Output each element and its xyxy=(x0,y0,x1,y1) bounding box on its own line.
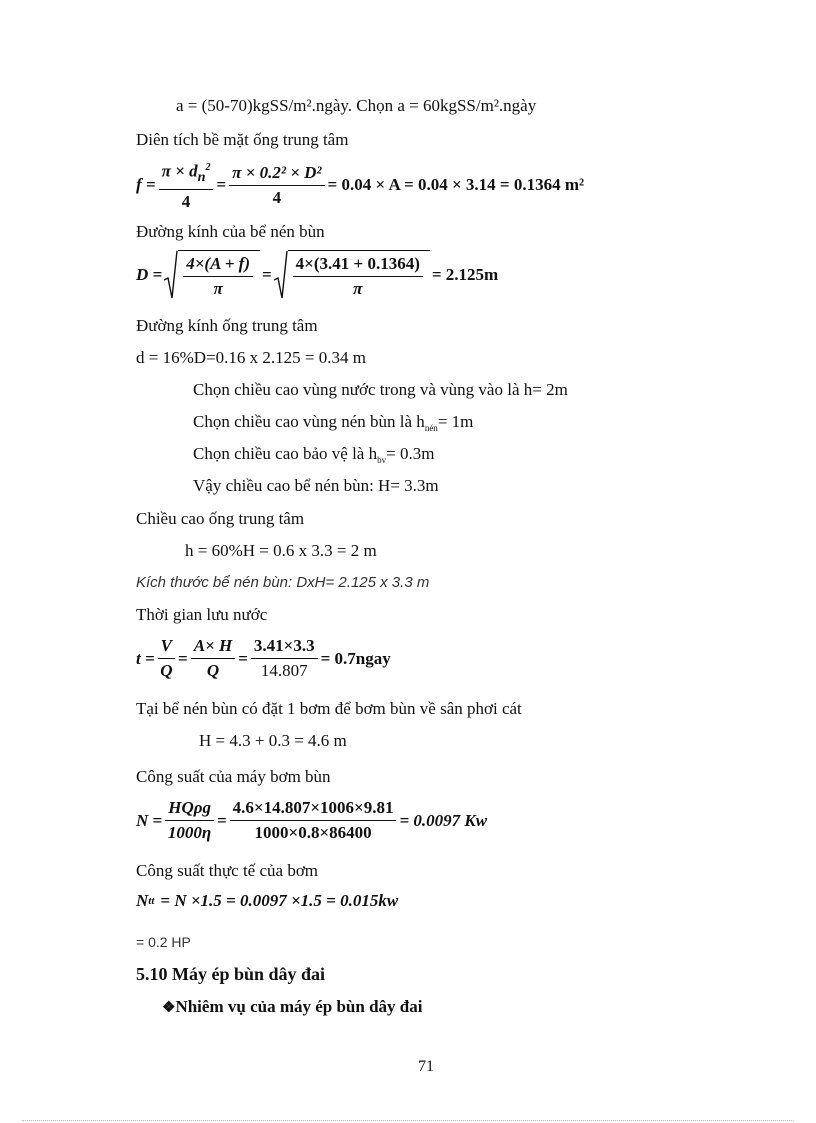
text-h-calc: h = 60%H = 0.6 x 3.3 = 2 m xyxy=(185,541,377,560)
chon-hbv-sub: bv xyxy=(377,455,387,465)
eq-f-rest: = 0.04 × A = 0.04 × 3.14 = 0.1364 m² xyxy=(327,175,585,195)
section-heading: 5.10 Máy ép bùn dây đai xyxy=(136,964,326,984)
eq-t-f2-num: A× H xyxy=(191,636,236,659)
eq-N-f2-num: 4.6×14.807×1006×9.81 xyxy=(230,798,397,821)
text-vay-chieu-cao: Vậy chiều cao bể nén bùn: H= 3.3m xyxy=(193,476,439,495)
eq-N-lhs: N = xyxy=(136,810,163,830)
text-kich-thuoc: Kích thước bể nén bùn: DxH= 2.125 x 3.3 m xyxy=(136,574,430,591)
eq-t-f2-den: Q xyxy=(206,661,220,680)
eq-f-f1-sub: n xyxy=(197,169,206,186)
heading-cong-suat-thuc: Công suất thực tế của bơm xyxy=(136,861,319,880)
eq-D-lhs: D = xyxy=(136,265,163,284)
equation-D xyxy=(136,250,498,300)
eq-N-f1-den: 1000η xyxy=(167,823,212,842)
text-tai-be: Tại bể nén bùn có đặt 1 bơm để bơm bùn về sân phơi cát xyxy=(136,699,522,718)
eq-D-r1-num: 4×(A + f) xyxy=(183,254,253,277)
bullet-heading xyxy=(162,997,422,1018)
chon-hnen-pre: Chọn chiều cao vùng nén bùn là h xyxy=(193,412,425,431)
equation-t xyxy=(136,636,391,681)
eq-f-f2-den: 4 xyxy=(272,187,282,207)
eq-f-f1-num: π × d xyxy=(161,161,198,181)
heading-cong-suat-may: Công suất của máy bơm bùn xyxy=(136,767,331,786)
eq-Ntt-lhs: N xyxy=(136,891,149,910)
eq-D-rest: = 2.125m xyxy=(431,265,499,284)
eq-N-rest: = 0.0097 Kw xyxy=(399,810,488,830)
eq-Ntt-sub: tt xyxy=(148,895,155,907)
page-number: 71 xyxy=(418,1058,434,1075)
eq-N-f2-den: 1000×0.8×86400 xyxy=(254,823,372,842)
text-line-a: a = (50-70)kgSS/m².ngày. Chọn a = 60kgSS/m².ngày xyxy=(176,96,537,115)
chon-hnen-post: = 1m xyxy=(437,412,474,431)
eq-f-lhs: f = xyxy=(136,175,156,195)
eq-t-f3-num: 3.41×3.3 xyxy=(251,636,318,659)
text-chon-hbv xyxy=(193,444,434,470)
eq-D-sqrt2 xyxy=(274,250,430,300)
footer-divider xyxy=(22,1120,794,1121)
eq-t-f1-num: V xyxy=(158,636,175,659)
eq-D-r2-num: 4×(3.41 + 0.1364) xyxy=(293,254,423,277)
eq-D-r1-den: π xyxy=(213,279,223,298)
equation-f xyxy=(136,158,584,212)
eq-D-sqrt1 xyxy=(164,250,260,300)
eq-D-eq: = xyxy=(261,265,272,284)
chon-hbv-pre: Chọn chiều cao bảo vệ là h xyxy=(193,444,378,463)
heading-chieu-cao-ong: Chiều cao ống trung tâm xyxy=(136,509,305,528)
eq-t-f1-den: Q xyxy=(160,661,173,680)
heading-duong-kinh-ong: Đường kính ống trung tâm xyxy=(136,316,318,335)
eq-t-rest: = 0.7ngay xyxy=(320,648,391,668)
eq-t-eq1: = xyxy=(178,648,188,668)
eq-f-f1-sup: 2 xyxy=(205,162,211,173)
heading-thoi-gian: Thời gian lưu nước xyxy=(136,605,268,624)
diamond-bullet-icon: ❖ xyxy=(162,1000,176,1016)
eq-f-frac1 xyxy=(159,158,214,212)
eq-N-f1-num: HQρg xyxy=(165,798,214,821)
eq-t-f3-den: 14.807 xyxy=(260,661,308,680)
eq-f-eq: = xyxy=(216,175,227,195)
eq-f-f2-num: π × 0.2² × D² xyxy=(229,163,324,186)
eq-f-frac2 xyxy=(229,163,324,208)
text-d-calc: d = 16%D=0.16 x 2.125 = 0.34 m xyxy=(136,348,366,367)
equation-N xyxy=(136,798,487,843)
eq-t-lhs: t = xyxy=(136,648,155,668)
text-chon-hnen xyxy=(193,412,473,438)
equation-Ntt xyxy=(136,891,398,911)
heading-dien-tich: Diên tích bề mặt ống trung tâm xyxy=(136,130,349,149)
text-hp: = 0.2 HP xyxy=(136,934,191,950)
eq-f-f1-den: 4 xyxy=(181,192,191,212)
eq-Ntt-rest: = N ×1.5 = 0.0097 ×1.5 = 0.015kw xyxy=(160,891,399,910)
eq-N-eq: = xyxy=(216,810,227,830)
bullet-text: Nhiêm vụ của máy ép bùn dây đai xyxy=(175,997,423,1016)
text-chon-h: Chọn chiều cao vùng nước trong và vùng vào là h= 2m xyxy=(193,380,568,399)
heading-duong-kinh-be: Đường kính của bể nén bùn xyxy=(136,222,325,241)
eq-D-r2-den: π xyxy=(353,279,363,298)
eq-t-eq2: = xyxy=(238,648,248,668)
chon-hbv-post: = 0.3m xyxy=(386,444,435,463)
text-H-calc: H = 4.3 + 0.3 = 4.6 m xyxy=(199,731,347,750)
chon-hnen-sub: nén xyxy=(424,423,438,433)
